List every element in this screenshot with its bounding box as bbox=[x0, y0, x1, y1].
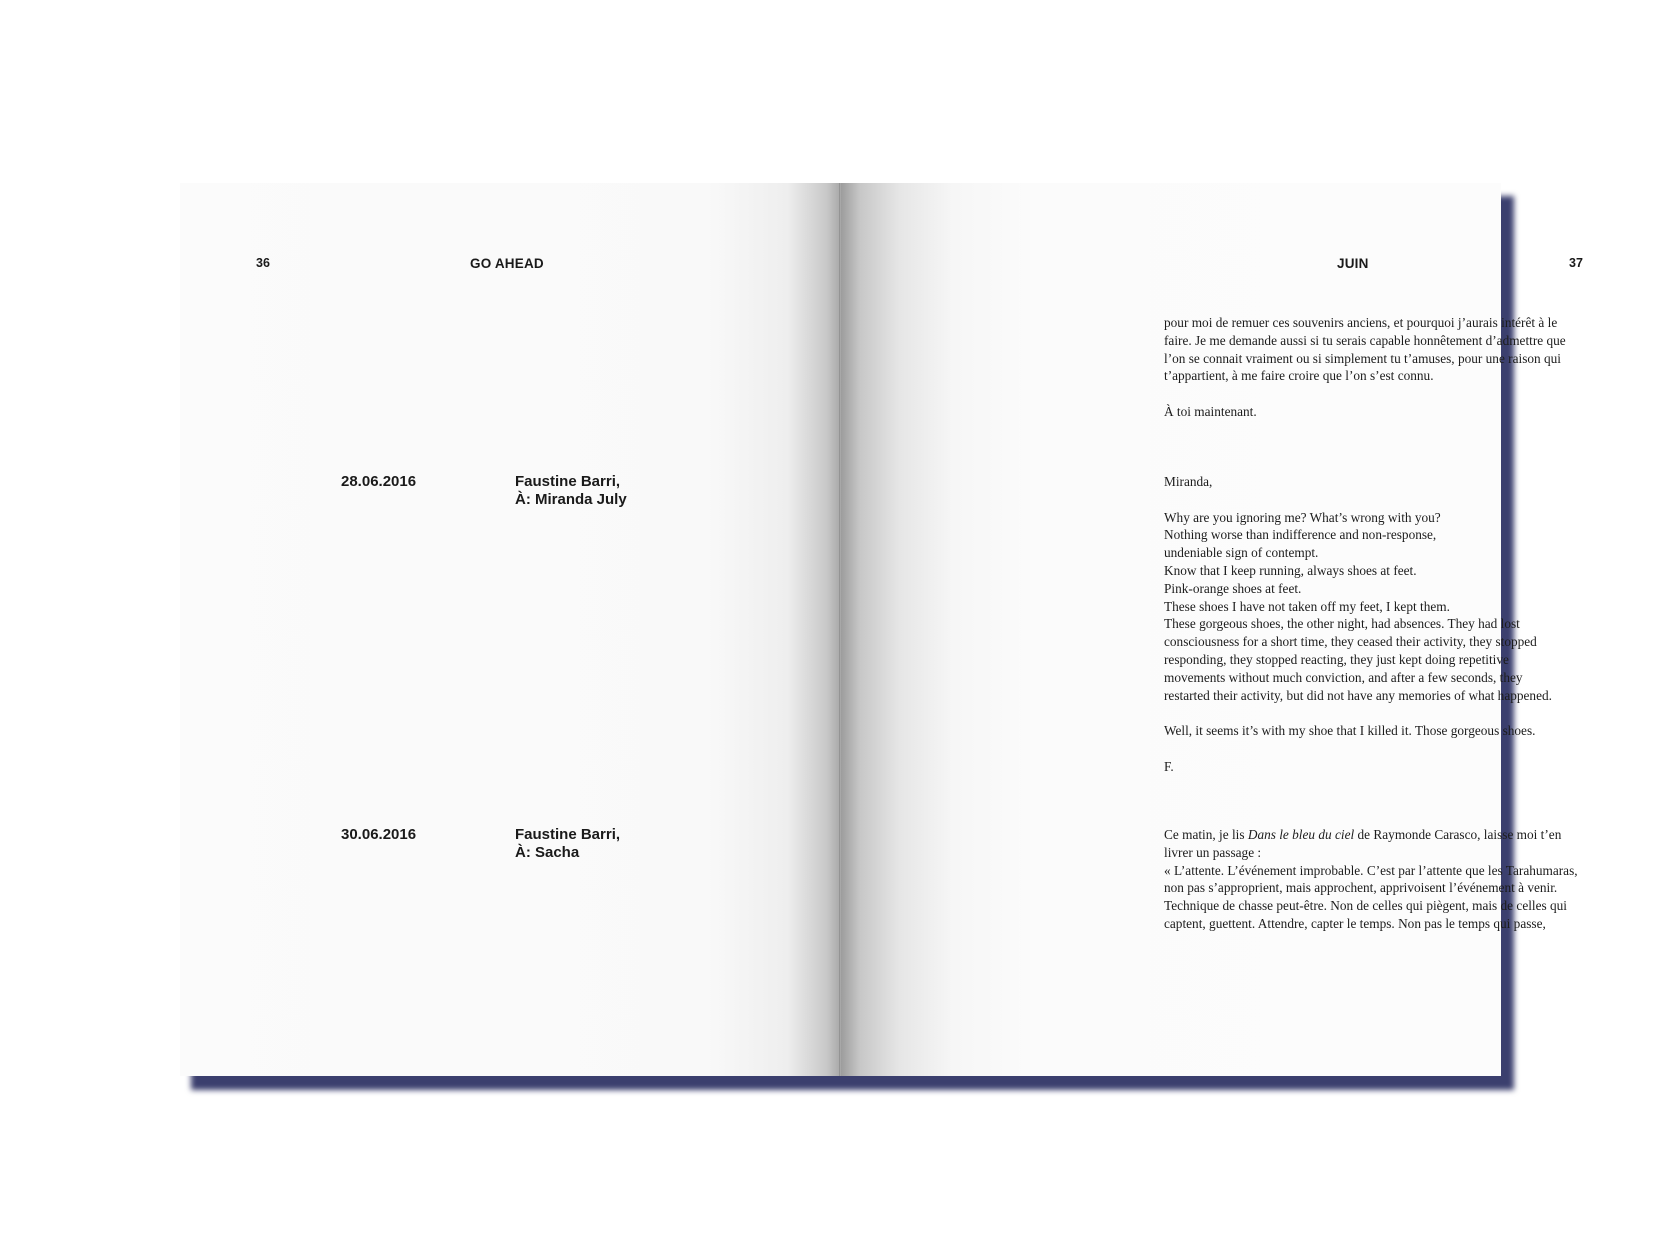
text-line: pour moi de remuer ces souvenirs anciens, et pourquoi j’aurais intérêt à le bbox=[1164, 315, 1558, 330]
text-line: Why are you ignoring me? What’s wrong with you? bbox=[1164, 509, 1441, 525]
text-line: faire. Je me demande aussi si tu serais capable honnêtement d’admettre que bbox=[1164, 332, 1566, 348]
letter-miranda bbox=[1164, 473, 1624, 776]
letter-signature: F. bbox=[1164, 758, 1174, 774]
text-line: movements without much conviction, and after a few seconds, they bbox=[1164, 669, 1523, 685]
letter-salutation: Miranda, bbox=[1164, 474, 1213, 489]
text-line: restarted their activity, but did not have any memories of what happened. bbox=[1164, 687, 1552, 703]
book-gutter bbox=[838, 183, 841, 1076]
letter-sacha bbox=[1164, 826, 1624, 933]
text-line: l’on se connait vraiment ou si simplement tu t’amuses, pour une raison qui bbox=[1164, 350, 1561, 366]
text-line: These gorgeous shoes, the other night, had absences. They had lost bbox=[1164, 616, 1520, 632]
left-page-number: 36 bbox=[256, 256, 270, 270]
letter-closing: Well, it seems it’s with my shoe that I killed it. Those gorgeous shoes. bbox=[1164, 723, 1536, 739]
text-line: undeniable sign of contempt. bbox=[1164, 545, 1319, 561]
text-line: consciousness for a short time, they ceased their activity, they stopped bbox=[1164, 634, 1537, 650]
text-line: captent, guettent. Attendre, capter le temps. Non pas le temps qui passe, bbox=[1164, 915, 1546, 931]
left-page bbox=[180, 183, 840, 1076]
book-spread bbox=[180, 183, 1583, 1076]
text-line-with-title bbox=[1164, 826, 1624, 844]
entry-date-1: 28.06.2016 bbox=[341, 473, 417, 490]
text-segment: Ce matin, je lis bbox=[1164, 827, 1248, 842]
left-running-head: GO AHEAD bbox=[470, 256, 544, 271]
text-line: t’appartient, à me faire croire que l’on s’est connu. bbox=[1164, 368, 1434, 384]
book-title: Dans le bleu du ciel bbox=[1247, 827, 1355, 842]
text-line: non pas s’approprient, mais approchent, apprivoisent l’événement à venir. bbox=[1164, 880, 1558, 896]
entry-date-2: 30.06.2016 bbox=[341, 826, 417, 843]
text-line: Technique de chasse peut-être. Non de celles qui piègent, mais de celles qui bbox=[1164, 898, 1567, 914]
entry-correspondents-2 bbox=[515, 826, 620, 862]
text-line: À toi maintenant. bbox=[1164, 403, 1257, 419]
text-line: Pink-orange shoes at feet. bbox=[1164, 580, 1302, 596]
right-running-head: JUIN bbox=[1337, 256, 1369, 271]
text-line: These shoes I have not taken off my feet, I kept them. bbox=[1164, 598, 1450, 614]
entry-correspondents-1 bbox=[515, 473, 627, 509]
entry-sender-2: Faustine Barri, bbox=[515, 826, 621, 843]
entry-sender-1: Faustine Barri, bbox=[515, 473, 621, 490]
text-line: responding, they stopped reacting, they just kept doing repetitive bbox=[1164, 651, 1509, 667]
text-segment: de Raymonde Carasco, laisse moi t’en bbox=[1354, 827, 1562, 842]
right-page-number: 37 bbox=[1569, 256, 1583, 270]
entry-recipient-2: À: Sacha bbox=[515, 844, 580, 861]
text-line: « L’attente. L’événement improbable. C’est par l’attente que les Tarahumaras, bbox=[1164, 862, 1578, 878]
letter-continuation bbox=[1164, 314, 1624, 421]
entry-recipient-1: À: Miranda July bbox=[515, 491, 627, 508]
text-line: Know that I keep running, always shoes at feet. bbox=[1164, 562, 1417, 578]
text-line: Nothing worse than indifference and non-response, bbox=[1164, 527, 1437, 543]
text-line: livrer un passage : bbox=[1164, 844, 1262, 860]
